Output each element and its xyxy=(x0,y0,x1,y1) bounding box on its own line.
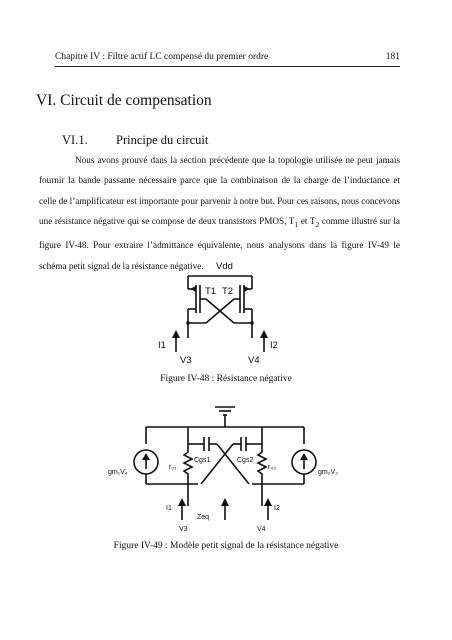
ro1-label: r₀₁ xyxy=(169,464,177,471)
v4-label: V4 xyxy=(257,526,266,533)
t1-label: T1 xyxy=(205,286,217,297)
subscript-2: 2 xyxy=(315,220,320,230)
i2-label: I2 xyxy=(270,340,278,351)
section-heading: VI. Circuit de compensation xyxy=(36,92,212,109)
subscript-1: 1 xyxy=(294,220,299,230)
gm1-label: gm₁V₄ xyxy=(108,469,128,476)
i1-label: I1 xyxy=(158,340,166,351)
zeq-arrow-icon xyxy=(221,498,229,506)
subsection-heading xyxy=(62,133,208,148)
chapter-title: Chapitre IV : Filtre actif LC compensé du premier ordre xyxy=(55,52,269,62)
i1-arrow-icon xyxy=(172,330,180,338)
gm2-label: gm₂V₃ xyxy=(318,469,338,476)
figure-49-schematic xyxy=(102,402,352,534)
figure-48-schematic xyxy=(150,256,300,368)
paragraph-text-1: Nous avons prouvé dans la section précédente que la topologie utilisée ne peut jamais fournir la bande passante nécessaire parce que la combinaison de la charge de l’inductance et celle de l’amplificateur est importante pour parvenir à notre but. Pour ces raisons, nous concevons une résistance négative qui se compose de deux transistors PMOS, T xyxy=(39,155,400,227)
i2-arrow-icon xyxy=(264,498,272,506)
t1-source-arrow xyxy=(190,286,196,292)
v4-label: V4 xyxy=(248,355,260,366)
page-number: 181 xyxy=(385,52,400,62)
header-rule xyxy=(55,66,400,67)
subsection-number: VI.1. xyxy=(62,133,88,147)
t2-label: T2 xyxy=(222,286,234,297)
running-header xyxy=(55,52,400,62)
source-2-arrow-icon xyxy=(300,453,308,460)
t2-source-arrow xyxy=(244,286,250,292)
i1-arrow-icon xyxy=(178,498,186,506)
source-1-arrow-icon xyxy=(142,453,150,460)
cgs2-label: Cgs2 xyxy=(237,457,254,464)
i2-label: I2 xyxy=(274,505,280,512)
cgs1-label: Cgs1 xyxy=(194,457,211,464)
subsection-title: Principe du circuit xyxy=(116,133,209,147)
ro2-label: r₀₂ xyxy=(268,464,276,471)
vdd-label: Vdd xyxy=(216,261,233,272)
v3-label: V3 xyxy=(179,526,188,533)
v3-label: V3 xyxy=(180,355,192,366)
i1-label: I1 xyxy=(166,505,172,512)
zeq-label: Zeq xyxy=(197,514,210,521)
paragraph-text-3: comme illustré sur la figure IV-48. Pour extraire l’admittance équivalente, nous analysons dans la figure IV-49 le schéma petit signal de la résistance négative. xyxy=(39,216,400,271)
i2-arrow-icon xyxy=(260,330,268,338)
paragraph-text-2: et T xyxy=(298,216,316,227)
figure-48-caption: Figure IV-48 : Résistance négative xyxy=(160,374,292,384)
figure-49-caption: Figure IV-49 : Modèle petit signal de la résistance négative xyxy=(113,541,339,551)
